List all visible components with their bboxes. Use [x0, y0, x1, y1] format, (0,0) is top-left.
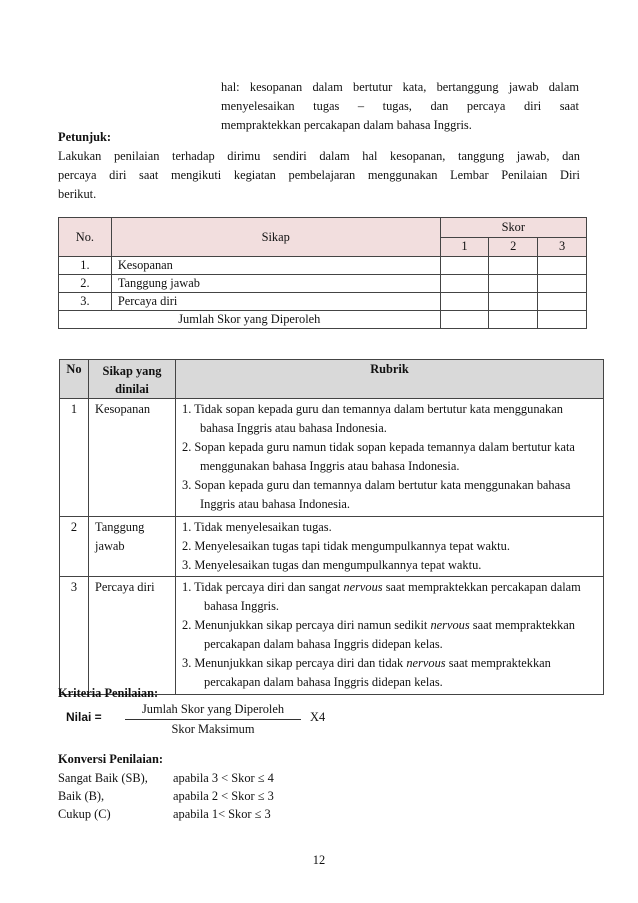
row-no: 3. — [59, 293, 112, 311]
rubric-item: 3. Menyelesaikan tugas dan mengumpulkannya tepat waktu. — [182, 558, 482, 572]
rubric-item: 2. Menyelesaikan tugas tapi tidak mengumpulkannya tepat waktu. — [182, 539, 510, 553]
rubric-row-sikap: Kesopanan — [89, 399, 176, 517]
intro-paragraph — [221, 78, 579, 135]
score-cell[interactable] — [538, 293, 587, 311]
table-row — [59, 311, 587, 329]
konversi-row — [58, 787, 274, 805]
konversi-heading: Konversi Penilaian: — [58, 752, 163, 766]
rubric-item-emphasis: nervous — [406, 656, 446, 670]
konversi-rule: apabila 3 < Skor ≤ 4 — [173, 771, 274, 785]
score-cell[interactable] — [440, 275, 489, 293]
formula-numerator: Jumlah Skor yang Diperoleh — [141, 702, 285, 716]
score-cell[interactable] — [538, 275, 587, 293]
konversi-row — [58, 805, 271, 823]
rubric-header-no: No — [60, 360, 89, 399]
nilai-label: Nilai = — [66, 710, 102, 724]
rubric-item-text: saat mempraktekkan percakapan dalam bahasa Inggris. — [204, 580, 581, 613]
rubric-item-text: 3. Menunjukkan sikap percaya diri dan tidak — [182, 656, 407, 670]
konversi-rule: apabila 2 < Skor ≤ 3 — [173, 789, 274, 803]
total-cell[interactable] — [538, 311, 587, 329]
row-sikap: Percaya diri — [111, 293, 440, 311]
kriteria-heading: Kriteria Penilaian: — [58, 686, 159, 700]
table-row — [59, 275, 587, 293]
header-score-1: 1 — [440, 237, 489, 257]
petunjuk-line: percaya diri saat mengikuti kegiatan pembelajaran menggunakan Lembar Penilaian Diri — [58, 168, 580, 182]
rubric-item-emphasis: nervous — [343, 580, 383, 594]
rubric-item — [178, 578, 599, 616]
rubric-row-no: 3 — [60, 577, 89, 695]
rubric-cell — [176, 399, 604, 517]
rubric-item-text: 2. Menunjukkan sikap percaya diri namun sedikit — [182, 618, 431, 632]
rubric-cell — [176, 517, 604, 577]
rubric-table — [59, 359, 604, 695]
table-row — [59, 293, 587, 311]
rubric-item — [178, 654, 599, 692]
rubric-item-text: saat mempraktekkan percakapan dalam bahasa Inggris didepan kelas. — [204, 618, 575, 651]
header-no: No. — [59, 218, 112, 257]
petunjuk-paragraph — [58, 147, 580, 204]
rubric-item-emphasis: nervous — [430, 618, 470, 632]
score-cell[interactable] — [489, 293, 538, 311]
self-assessment-table — [58, 217, 587, 329]
total-label: Jumlah Skor yang Diperoleh — [59, 311, 441, 329]
intro-line: hal: kesopanan dalam bertutur kata, bertanggung jawab dalam — [221, 80, 579, 94]
konversi-row — [58, 769, 274, 787]
table-row — [60, 577, 604, 695]
score-cell[interactable] — [489, 257, 538, 275]
rubric-row-sikap: Percaya diri — [89, 577, 176, 695]
rubric-row-sikap: Tanggung jawab — [89, 517, 176, 577]
rubric-header-sikap: Sikap yang dinilai — [89, 360, 176, 399]
rubric-item: 1. Tidak sopan kepada guru dan temannya dalam bertutur kata menggunakan bahasa Inggris atau bahasa Indonesia. — [182, 402, 563, 435]
header-skor: Skor — [440, 218, 586, 238]
formula-denominator: Skor Maksimum — [171, 722, 255, 736]
rubric-cell — [176, 577, 604, 695]
konversi-label: Baik (B), — [58, 789, 105, 803]
rubric-item-text: 1. Tidak percaya diri dan sangat — [182, 580, 344, 594]
fraction-bar — [125, 719, 301, 720]
intro-line: menyelesaikan tugas – tugas, dan percaya diri saat — [221, 99, 579, 113]
page-number: 12 — [312, 853, 326, 867]
table-row — [59, 257, 587, 275]
rubric-item-text: saat mempraktekkan percakapan dalam bahasa Inggris didepan kelas. — [204, 656, 551, 689]
score-cell[interactable] — [440, 293, 489, 311]
rubric-row-no: 2 — [60, 517, 89, 577]
petunjuk-heading: Petunjuk: — [58, 130, 112, 144]
header-sikap: Sikap — [111, 218, 440, 257]
header-score-2: 2 — [489, 237, 538, 257]
rubric-item: 1. Tidak menyelesaikan tugas. — [182, 520, 332, 534]
rubric-item — [178, 616, 599, 654]
table-row — [60, 517, 604, 577]
row-no: 2. — [59, 275, 112, 293]
konversi-label: Cukup (C) — [58, 807, 111, 821]
score-cell[interactable] — [489, 275, 538, 293]
header-score-3: 3 — [538, 237, 587, 257]
rubric-item: 2. Sopan kepada guru namun tidak sopan kepada temannya dalam bertutur kata menggunakan bahasa Inggris atau bahasa Indonesia. — [182, 440, 575, 473]
row-sikap: Tanggung jawab — [111, 275, 440, 293]
total-cell[interactable] — [489, 311, 538, 329]
row-no: 1. — [59, 257, 112, 275]
rubric-item: 3. Sopan kepada guru dan temannya dalam bertutur kata menggunakan bahasa Inggris atau bahasa Indonesia. — [182, 478, 571, 511]
konversi-label: Sangat Baik (SB), — [58, 771, 148, 785]
total-cell[interactable] — [440, 311, 489, 329]
petunjuk-line: Lakukan penilaian terhadap dirimu sendiri dalam hal kesopanan, tanggung jawab, dan — [58, 149, 580, 163]
rubric-header-rubrik: Rubrik — [176, 360, 604, 399]
rubric-row-no: 1 — [60, 399, 89, 517]
intro-line: mempraktekkan percakapan dalam bahasa Inggris. — [221, 118, 472, 132]
score-cell[interactable] — [538, 257, 587, 275]
konversi-rule: apabila 1< Skor ≤ 3 — [173, 807, 271, 821]
formula-multiplier: X4 — [310, 710, 326, 724]
row-sikap: Kesopanan — [111, 257, 440, 275]
score-cell[interactable] — [440, 257, 489, 275]
petunjuk-line: berikut. — [58, 187, 97, 201]
table-row — [60, 399, 604, 517]
